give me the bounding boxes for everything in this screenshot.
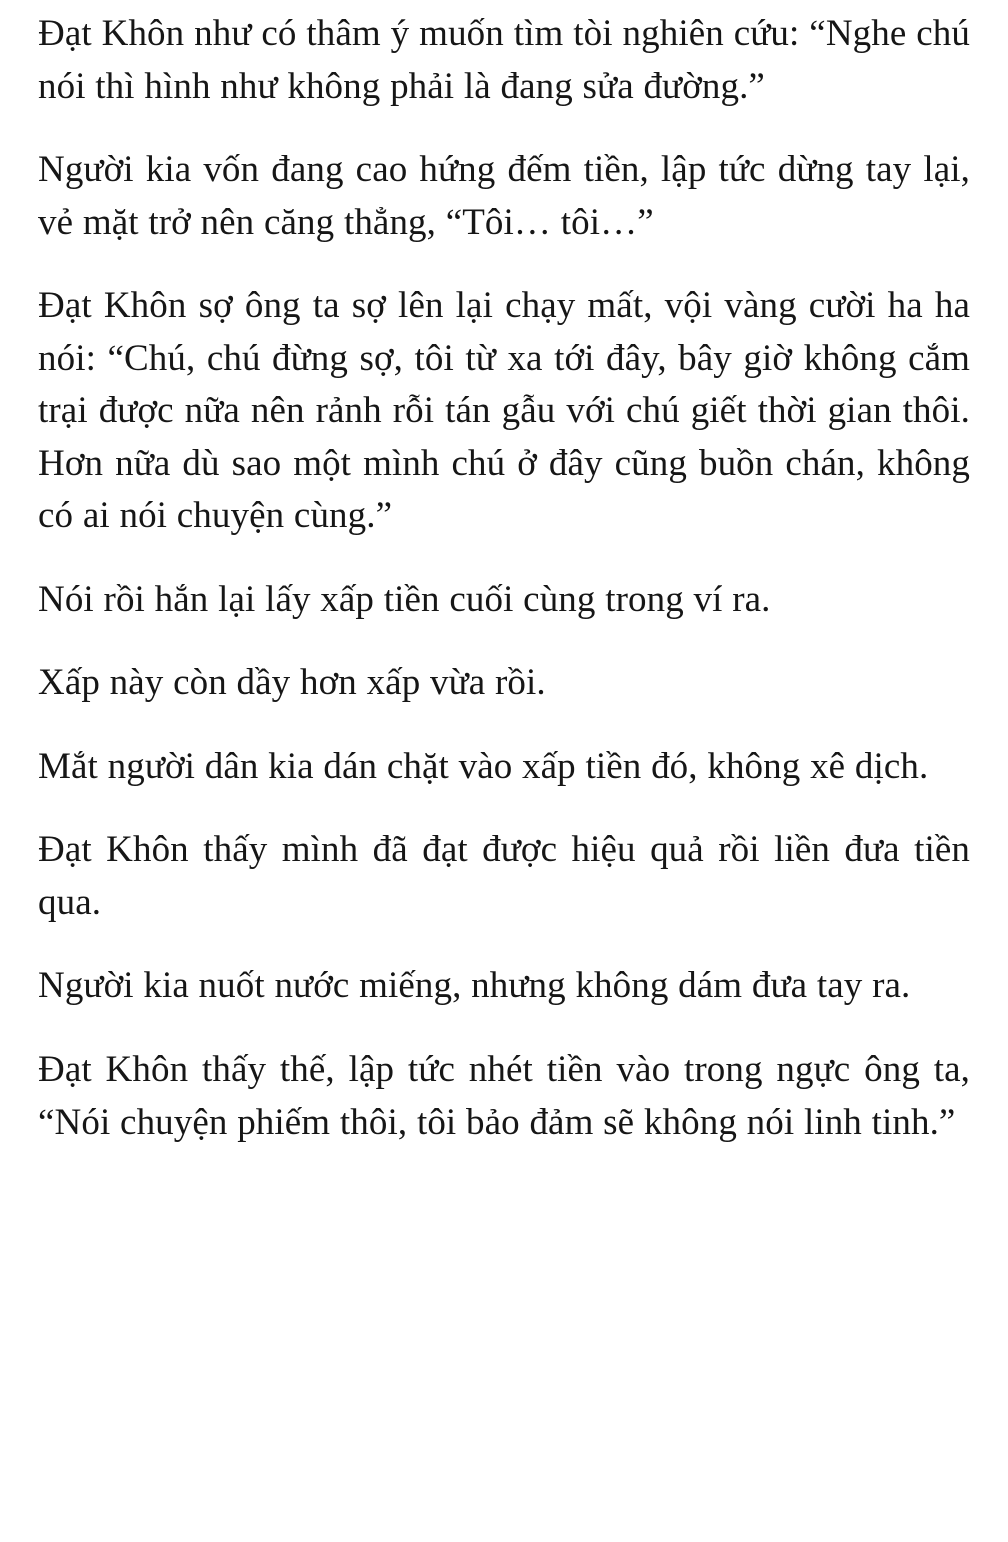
paragraph: Đạt Khôn như có thâm ý muốn tìm tòi nghiên cứu: “Nghe chú nói thì hình như không phải là đang sửa đường.” <box>38 13 970 107</box>
paragraph: Xấp này còn dầy hơn xấp vừa rồi. <box>38 662 546 704</box>
paragraph: Đạt Khôn thấy thế, lập tức nhét tiền vào trong ngực ông ta, “Nói chuyện phiếm thôi, tôi bảo đảm sẽ không nói linh tinh.” <box>38 1048 970 1143</box>
paragraph: Nói rồi hắn lại lấy xấp tiền cuối cùng trong ví ra. <box>38 578 771 620</box>
paragraph: Đạt Khôn sợ ông ta sợ lên lại chạy mất, vội vàng cười ha ha nói: “Chú, chú đừng sợ, tôi từ xa tới đây, bây giờ không cắm trại được nữa nên rảnh rỗi tán gẫu với chú giết thời gian thôi. Hơn nữa dù sao một mình chú ở đây cũng buồn chán, không có ai nói chuyện cùng.” <box>38 285 970 537</box>
paragraph: Đạt Khôn thấy mình đã đạt được hiệu quả rồi liền đưa tiền qua. <box>38 829 970 923</box>
paragraph: Người kia nuốt nước miếng, nhưng không dám đưa tay ra. <box>38 965 911 1007</box>
paragraph: Mắt người dân kia dán chặt vào xấp tiền đó, không xê dịch. <box>38 745 929 787</box>
paragraph: Người kia vốn đang cao hứng đếm tiền, lập tức dừng tay lại, vẻ mặt trở nên căng thẳng, “Tôi… tôi…” <box>38 149 970 243</box>
